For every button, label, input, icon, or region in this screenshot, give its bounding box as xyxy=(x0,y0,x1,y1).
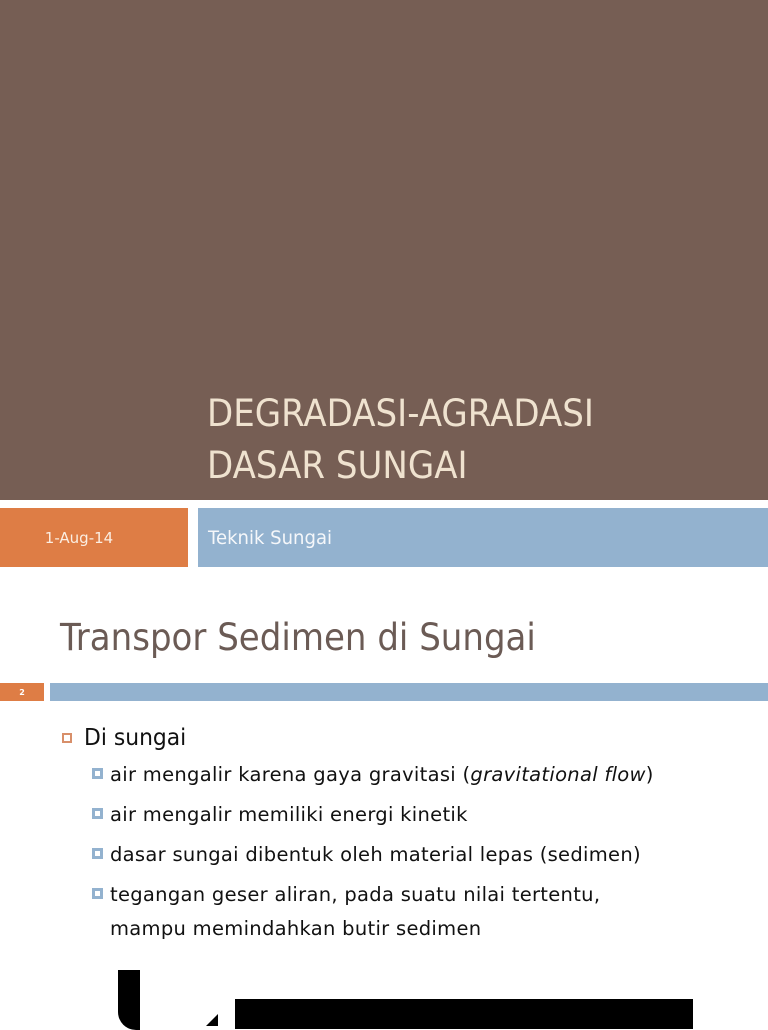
page-number-badge xyxy=(0,683,44,701)
page-number: 2 xyxy=(19,687,25,697)
presentation-title xyxy=(207,388,704,492)
text-segment: air mengalir karena gaya gravitasi ( xyxy=(110,763,471,786)
title-line-2: DASAR SUNGAI xyxy=(207,444,468,487)
bullet-level-2 xyxy=(92,838,742,872)
italic-term: gravitational flow xyxy=(470,763,646,786)
title-line-1: DEGRADASI-AGRADASI xyxy=(207,392,594,435)
diagram-vertical-stroke xyxy=(118,970,140,1030)
diagram-horizontal-bar xyxy=(235,999,693,1029)
text-line: tegangan geser aliran, pada suatu nilai tertentu, xyxy=(110,883,601,906)
bullet-level-2 xyxy=(92,758,742,792)
header-bar xyxy=(50,683,768,701)
bullet-level-1 xyxy=(62,718,742,758)
hollow-square-bullet-icon xyxy=(62,733,72,743)
slide-title: Transpor Sedimen di Sungai xyxy=(60,616,536,659)
text-segment: ) xyxy=(645,763,654,786)
bullet-level-2 xyxy=(92,878,742,946)
bullet-text: Di sungai xyxy=(84,725,187,751)
bullet-text: dasar sungai dibentuk oleh material lepas (sedimen) xyxy=(110,843,641,866)
subtitle-block xyxy=(198,508,768,567)
bullet-list xyxy=(62,718,742,946)
date-block xyxy=(0,508,188,567)
bullet-text xyxy=(110,758,654,792)
bullet-text xyxy=(110,878,600,946)
bullet-level-2 xyxy=(92,798,742,832)
date-label: 1-Aug-14 xyxy=(44,528,114,547)
square-bullet-icon xyxy=(92,848,103,859)
slide-2 xyxy=(0,600,768,1024)
subtitle-label: Teknik Sungai xyxy=(208,526,333,549)
text-line: mampu memindahkan butir sedimen xyxy=(110,917,482,940)
square-bullet-icon xyxy=(92,888,103,899)
square-bullet-icon xyxy=(92,768,103,779)
bullet-text: air mengalir memiliki energi kinetik xyxy=(110,803,468,826)
diagram-arrow-tip xyxy=(206,1014,218,1026)
square-bullet-icon xyxy=(92,808,103,819)
